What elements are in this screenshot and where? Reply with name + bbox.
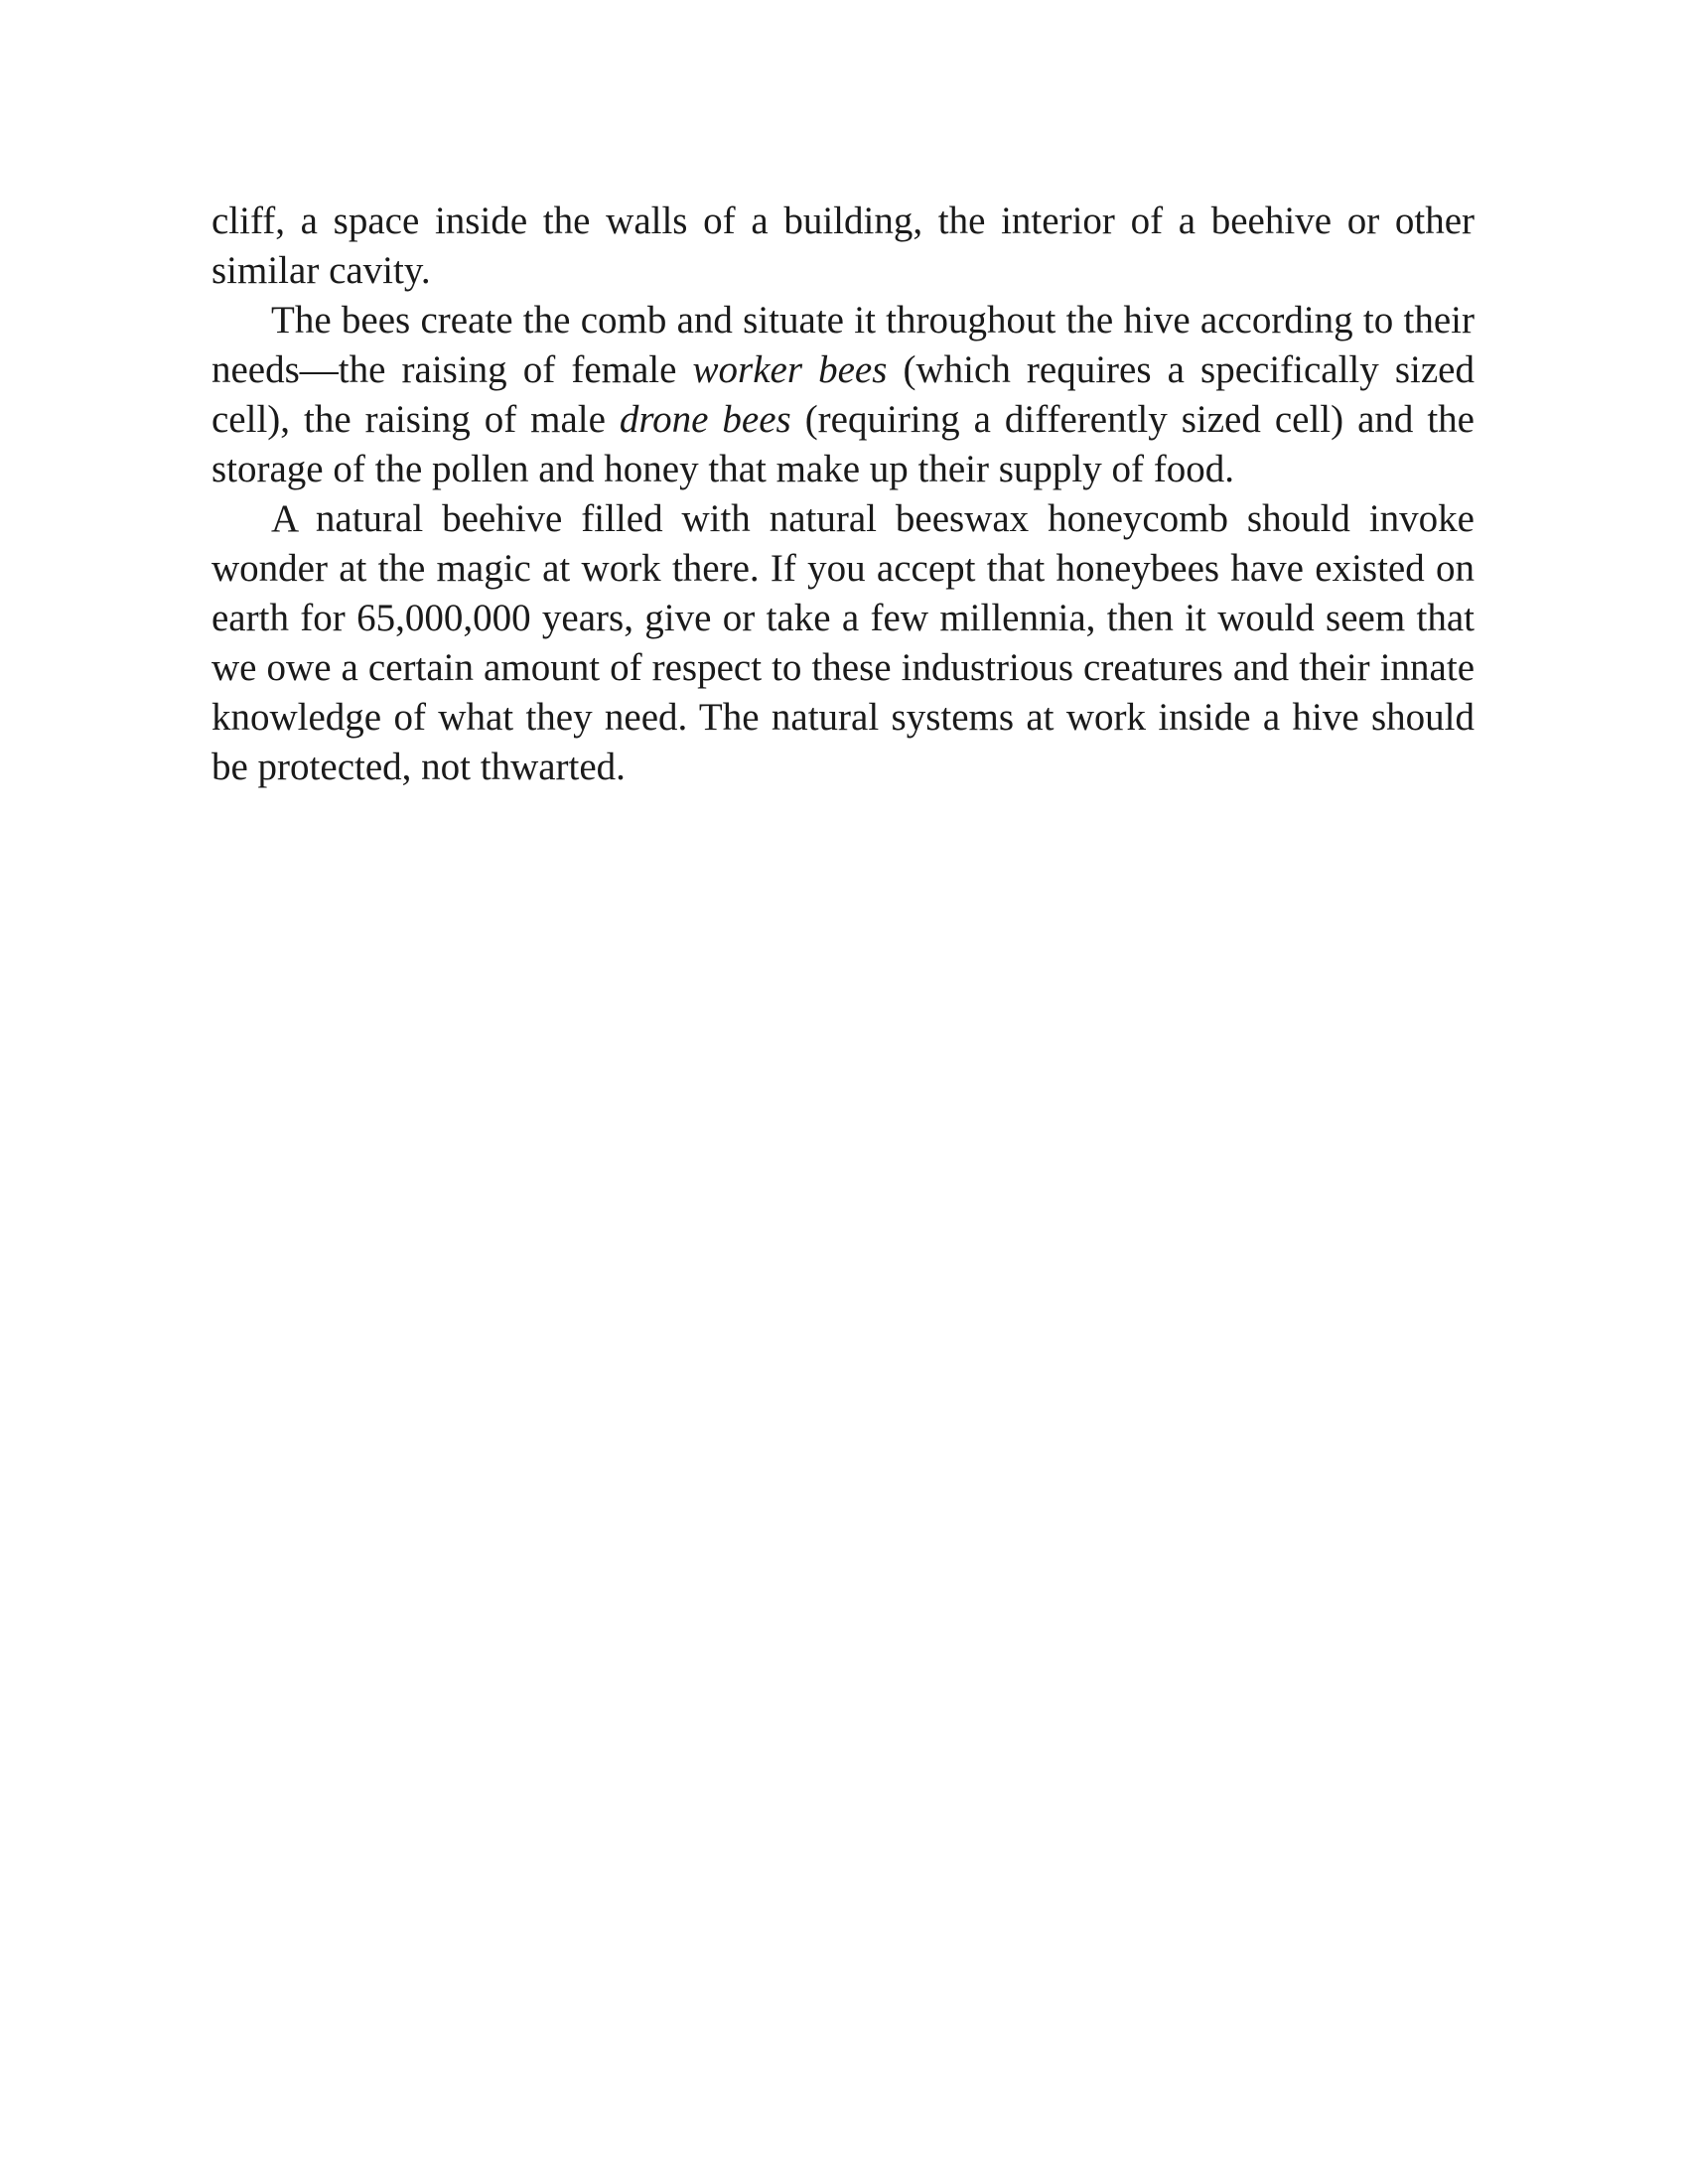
worker-bees-term: worker bees — [692, 348, 888, 391]
paragraph-2-text-a: The bees create the comb and situate it throughout the hive according to their needs—the raising of female — [211, 299, 1475, 391]
paragraph-3-text: A natural beehive filled with natural beeswax honeycomb should invoke wonder at the magic at work there. If you accept that honeybees have existed on earth for 65,000,000 years, give or take a few millennia, then it would seem that we owe a certain amount of respect to these industrious creatures and their innate knowledge of what they need. The natural systems at work inside a hive should be protected, not thwarted. — [211, 497, 1475, 788]
paragraph-3 — [211, 494, 1475, 792]
drone-bees-term: drone bees — [619, 398, 791, 441]
body-text — [211, 197, 1475, 792]
paragraph-1-text: cliff, a space inside the walls of a building, the interior of a beehive or other similar cavity. — [211, 200, 1475, 292]
paragraph-2 — [211, 296, 1475, 494]
paragraph-2-text-b: (which requires a specifically sized cell), the raising of male — [211, 348, 1475, 441]
paragraph-1 — [211, 197, 1475, 296]
paragraph-2-text-c: (requiring a differently sized cell) and the storage of the pollen and honey that make up their supply of food. — [211, 398, 1475, 490]
